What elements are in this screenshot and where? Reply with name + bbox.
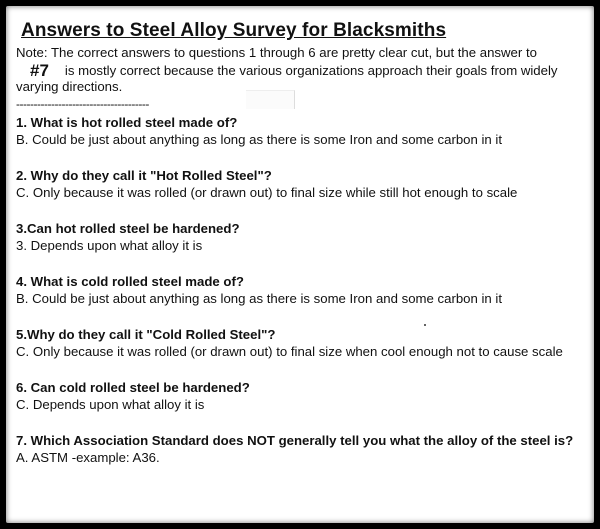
qa-item-4 bbox=[16, 273, 584, 307]
answer-3: 3. Depends upon what alloy it is bbox=[16, 237, 203, 253]
note-line-3: varying directions. bbox=[16, 79, 123, 94]
question-5: 5.Why do they call it "Cold Rolled Steel"? bbox=[16, 326, 276, 342]
question-3: 3.Can hot rolled steel be hardened? bbox=[16, 220, 240, 236]
document-frame bbox=[6, 6, 594, 523]
qa-item-1 bbox=[16, 114, 584, 148]
answer-2: C. Only because it was rolled (or drawn out) to final size while still hot enough to scale bbox=[16, 184, 518, 200]
answer-4: B. Could be just about anything as long as there is some Iron and some carbon in it bbox=[16, 290, 503, 306]
note-line-1: Note: The correct answers to questions 1 through 6 are pretty clear cut, but the answer to bbox=[16, 45, 537, 60]
question-1: 1. What is hot rolled steel made of? bbox=[16, 114, 238, 130]
qa-item-3 bbox=[16, 220, 584, 254]
question-4: 4. What is cold rolled steel made of? bbox=[16, 273, 244, 289]
qa-item-5 bbox=[16, 326, 584, 360]
qa-item-2 bbox=[16, 167, 584, 201]
question-7: 7. Which Association Standard does NOT generally tell you what the alloy of the steel is? bbox=[16, 432, 574, 448]
question-6: 6. Can cold rolled steel be hardened? bbox=[16, 379, 250, 395]
document-page bbox=[16, 20, 584, 485]
note-line-2 bbox=[16, 62, 584, 80]
answer-5: C. Only because it was rolled (or drawn out) to final size when cool enough not to cause scale bbox=[16, 343, 563, 359]
qa-item-7 bbox=[16, 432, 584, 466]
note-line-2-text: is mostly correct because the various organizations approach their goals from widely bbox=[64, 62, 558, 78]
answer-7: A. ASTM -example: A36. bbox=[16, 449, 160, 465]
document-title: Answers to Steel Alloy Survey for Blacksmiths bbox=[21, 20, 447, 41]
question-number-highlight: #7 bbox=[30, 60, 49, 80]
answer-1: B. Could be just about anything as long as there is some Iron and some carbon in it bbox=[16, 131, 503, 147]
answer-6: C. Depends upon what alloy it is bbox=[16, 396, 205, 412]
qa-item-6 bbox=[16, 379, 584, 413]
divider-line: -------------------------------------- bbox=[16, 96, 149, 111]
note-paragraph bbox=[16, 45, 584, 96]
qa-list bbox=[16, 114, 584, 466]
question-2: 2. Why do they call it "Hot Rolled Steel"? bbox=[16, 167, 272, 183]
